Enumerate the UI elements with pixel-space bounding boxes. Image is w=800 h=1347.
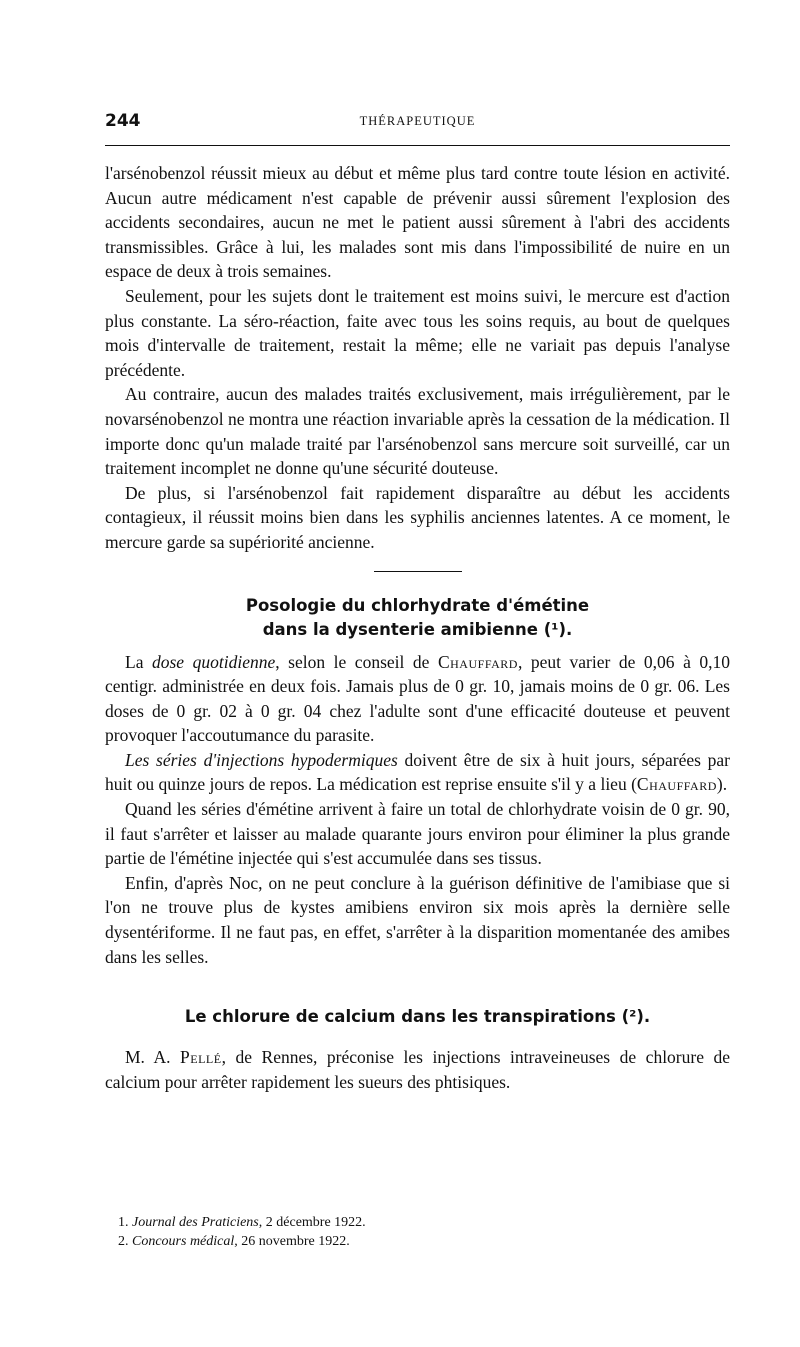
section-title-line [105, 618, 730, 642]
text-run: M. A. [125, 1047, 181, 1068]
paragraph [105, 1045, 730, 1094]
page-number: 244 [105, 111, 141, 131]
page-body [105, 161, 730, 1094]
author-name: Chauffard [437, 651, 518, 672]
section-title-calcium [105, 1005, 730, 1029]
footnote-date: , 26 novembre 1922. [234, 1234, 350, 1249]
footnote-number: 1. [118, 1215, 129, 1230]
text-run: , selon le conseil de [275, 651, 438, 672]
footnote [118, 1213, 718, 1232]
footnote-source: Journal des Praticiens [132, 1215, 259, 1230]
paragraph: De plus, si l'arsénobenzol fait rapidement disparaître au début les accidents contagieux, il réussit moins bien dans les syphilis anciennes latentes. A ce moment, le mercure garde sa supériorité ancienne. [105, 482, 730, 552]
text-run: , peut varier de 0,06 à 0,10 centigr. administrée en deux fois. Jamais plus de 0 gr. 10, jamais moins de 0 gr. 06. Les doses de 0 gr. 02 à 0 gr. 04 chez l'adulte sont d'une efficacité douteuse et peuvent provoquer l'accoutumance du parasite. [105, 651, 731, 746]
footnote-source: Concours médical [132, 1234, 235, 1249]
section-title-text: dans la dysenterie amibienne [262, 619, 538, 639]
footnotes [118, 1213, 718, 1251]
text-run: La [125, 651, 152, 672]
footnote-number: 2. [118, 1234, 129, 1249]
section-title-line: Posologie du chlorhydrate d'émétine [245, 595, 590, 615]
section-title-text: Le chlorure de calcium dans les transpirations [184, 1007, 616, 1027]
italic-term: Les séries d'injections hypodermiques [125, 749, 398, 770]
header-rule [105, 145, 730, 146]
footnote-ref: (²). [621, 1007, 651, 1027]
author-name: Pellé [180, 1047, 222, 1068]
paragraph: Quand les séries d'émétine arrivent à faire un total de chlorhydrate voisin de 0 gr. 90, il faut s'arrêter et laisser au malade quarante jours environ pour éliminer la plus grande partie de l'émétine injectée qui s'est accumulée dans ses tissus. [105, 799, 730, 869]
running-title: THÉRAPEUTIQUE [359, 114, 476, 128]
text-run: , de Rennes, préconise les injections intraveineuses de chlorure de calcium pour arrêter rapidement les sueurs des phtisiques. [105, 1047, 731, 1092]
paragraph: Au contraire, aucun des malades traités exclusivement, mais irrégulièrement, par le novarsénobenzol ne montra une réaction invariable après la cessation de la médication. Il importe donc qu'un malade traité par l'arsénobenzol sans mercure soit surveillé, car un traitement incomplet ne donne qu'une sécurité douteuse. [105, 384, 730, 479]
footnote [118, 1232, 718, 1251]
paragraph: Enfin, d'après Noc, on ne peut conclure à la guérison définitive de l'amibiase que si l'on ne trouve plus de kystes amibiens environ six mois après la dernière selle dysentériforme. Il ne faut pas, en effet, s'arrêter à la disparition momentanée des amibes dans les selles. [105, 872, 730, 967]
text-run: ). [716, 774, 728, 795]
page-header [105, 111, 730, 133]
paragraph [105, 650, 730, 748]
text-run: doivent être de six à huit jours, séparées par huit ou quinze jours de repos. La médication est reprise ensuite s'il y a lieu ( [105, 749, 730, 795]
footnote-ref: (¹). [543, 619, 573, 639]
footnote-date: , 2 décembre 1922. [258, 1215, 366, 1230]
author-name: Chauffard [636, 774, 717, 795]
paragraph: l'arsénobenzol réussit mieux au début et même plus tard contre toute lésion en activité. Aucun autre médicament n'est capable de prévenir aussi sûrement l'explosion des accidents secondaires, aucun ne met le patient aussi sûrement à l'abri des accidents transmissibles. Grâce à lui, les malades sont mis dans l'impossibilité de nuire en un espace de deux à trois semaines. [105, 163, 730, 282]
section-title-emetine [105, 594, 730, 642]
paragraph [105, 748, 730, 797]
italic-term: dose quotidienne [152, 651, 276, 672]
section-divider [374, 571, 462, 572]
paragraph: Seulement, pour les sujets dont le traitement est moins suivi, le mercure est d'action plus constante. La séro-réaction, faite avec tous les soins requis, au bout de quelques mois d'intervalle de traitement, restait la même; elle ne variait pas depuis l'analyse précédente. [105, 285, 730, 380]
